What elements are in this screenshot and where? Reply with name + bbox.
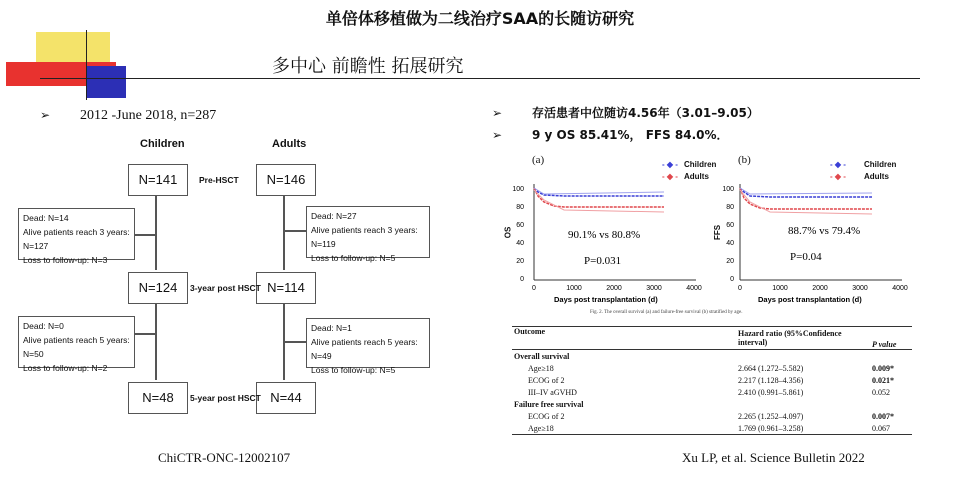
ytick: 40 — [726, 240, 734, 247]
outcome-line: Dead: N=14 — [23, 213, 69, 223]
right-bullet-1-text: 存活患者中位随访4.56年（3.01–9.05） — [532, 106, 759, 120]
plot-b-xlabel: Days post transplantation (d) — [758, 295, 862, 304]
plot-a — [503, 152, 717, 312]
plot-b-text2: P=0.04 — [790, 251, 822, 263]
left-footnote: ChiCTR-ONC-12002107 — [158, 450, 291, 465]
adults-5y-box: N=44 — [256, 382, 316, 414]
row-label: ECOG of 2 — [528, 375, 565, 385]
xtick: 4000 — [686, 285, 702, 292]
ytick: 0 — [520, 276, 524, 283]
adults-5y-outcome-box — [306, 318, 430, 375]
row-p-value: 0.007* — [872, 411, 894, 421]
bullet-arrow-icon: ➢ — [492, 106, 503, 120]
adults-pre-box: N=146 — [256, 164, 316, 196]
outcome-line: Alive patients reach 3 years: N=119 — [311, 225, 418, 249]
ytick: 80 — [516, 204, 524, 211]
row-label: Age≥18 — [528, 363, 554, 373]
hazard-ratio-table — [512, 326, 912, 435]
adults-header: Adults — [272, 138, 307, 150]
adults-branch — [283, 341, 306, 343]
row-p-value — [870, 350, 912, 363]
table-row — [512, 350, 912, 363]
plot-a-xlabel: Days post transplantation (d) — [554, 295, 658, 304]
decor-rule — [40, 78, 920, 79]
adults-3y-box: N=114 — [256, 272, 316, 304]
children-ci-curve — [740, 188, 872, 194]
row-hazard-ratio: 1.769 (0.961–3.258) — [738, 423, 804, 433]
ytick: 20 — [726, 258, 734, 265]
legend-children-marker: - ◆ - — [830, 160, 846, 169]
row-p-value: 0.021* — [872, 375, 894, 385]
outcome-line: Dead: N=0 — [23, 321, 64, 331]
x-ticks — [532, 285, 702, 292]
legend-children-label: Children — [684, 160, 717, 169]
table-header-hr: Hazard ratio (95%Confidence interval) — [738, 329, 842, 347]
children-connector — [155, 304, 157, 380]
ytick: 100 — [512, 186, 524, 193]
right-bullet-1 — [492, 104, 759, 121]
outcome-line: Alive patients reach 3 years: N=127 — [23, 227, 130, 251]
adults-curve — [534, 188, 664, 207]
plot-a-text1: 90.1% vs 80.8% — [568, 229, 641, 241]
slide-subtitle: 多中心 前瞻性 拓展研究 — [272, 56, 464, 77]
row-label: III–IV aGVHD — [528, 387, 577, 397]
right-bullet-2 — [492, 126, 729, 143]
xtick: 0 — [532, 285, 536, 292]
children-5y-box: N=48 — [128, 382, 188, 414]
row-label: Age≥18 — [528, 423, 554, 433]
ytick: 40 — [516, 240, 524, 247]
legend-adults-label: Adults — [684, 172, 709, 181]
xtick: 2000 — [606, 285, 622, 292]
xtick: 2000 — [812, 285, 828, 292]
table-row — [512, 386, 912, 398]
outcome-line: Loss to follow-up: N=5 — [311, 365, 396, 375]
plot-b-label: (b) — [738, 154, 751, 166]
row-p-value: 0.067 — [872, 423, 890, 433]
plot-a-label: (a) — [532, 154, 545, 166]
left-bullet — [40, 108, 216, 124]
children-pre-box: N=141 — [128, 164, 188, 196]
table-header-p: P value — [872, 340, 897, 349]
ytick: 60 — [726, 222, 734, 229]
row-hazard-ratio: 2.265 (1.252–4.097) — [738, 411, 804, 421]
row-hazard-ratio: 2.217 (1.128–4.356) — [738, 375, 804, 385]
xtick: 0 — [738, 285, 742, 292]
row-hazard-ratio: 2.664 (1.272–5.582) — [738, 363, 804, 373]
xtick: 3000 — [852, 285, 868, 292]
table-row — [512, 398, 912, 410]
outcome-line: Loss to follow-up: N=5 — [311, 253, 396, 263]
ytick: 0 — [730, 276, 734, 283]
outcome-line: Dead: N=27 — [311, 211, 357, 221]
y-ticks — [722, 186, 734, 283]
row-hazard-ratio — [736, 398, 870, 410]
outcome-line: Alive patients reach 5 years: N=50 — [23, 335, 130, 359]
plot-b-text1: 88.7% vs 79.4% — [788, 225, 861, 237]
row-p-value: 0.052 — [872, 387, 890, 397]
plot-b-ylabel: FFS — [713, 224, 723, 241]
stage-5y-label: 5-year post HSCT — [190, 393, 261, 403]
decor-vertical-rule — [86, 30, 87, 100]
ytick: 20 — [516, 258, 524, 265]
row-hazard-ratio: 2.410 (0.991–5.861) — [738, 387, 804, 397]
xtick: 1000 — [772, 285, 788, 292]
y-ticks — [512, 186, 524, 283]
children-5y-outcome-box — [18, 316, 135, 373]
plot-b — [714, 152, 914, 312]
row-hazard-ratio — [736, 350, 870, 363]
slide-title: 单倍体移植做为二线治疗SAA的长随访研究 — [325, 9, 635, 28]
row-p-value — [870, 398, 912, 410]
decor-blue-block — [86, 66, 126, 98]
outcome-line: Dead: N=1 — [311, 323, 352, 333]
children-3y-outcome-box — [18, 208, 135, 265]
table-row — [512, 422, 912, 434]
plot-a-ylabel: OS — [503, 226, 513, 239]
row-label: Failure free survival — [514, 399, 584, 409]
adults-connector — [283, 196, 285, 270]
figure-caption: Fig. 2. The overall survival (a) and failure-free survival (b) stratified by age. — [590, 310, 743, 315]
xtick: 4000 — [892, 285, 908, 292]
row-label: ECOG of 2 — [528, 411, 565, 421]
ytick: 100 — [722, 186, 734, 193]
plot-b-svg — [714, 152, 914, 312]
left-bullet-text: 2012 -June 2018, n=287 — [80, 108, 217, 123]
right-footnote: Xu LP, et al. Science Bulletin 2022 — [682, 450, 865, 465]
children-3y-box: N=124 — [128, 272, 188, 304]
table-row — [512, 362, 912, 374]
ytick: 60 — [516, 222, 524, 229]
table-row — [512, 410, 912, 422]
bullet-arrow-icon: ➢ — [40, 108, 51, 122]
legend-adults-label: Adults — [864, 172, 889, 181]
table-header-outcome: Outcome — [514, 327, 546, 336]
children-header: Children — [140, 138, 185, 150]
legend-adults-marker: - ◆ - — [830, 172, 846, 181]
table-row — [512, 374, 912, 386]
outcome-line: Loss to follow-up: N=3 — [23, 255, 108, 265]
x-ticks — [738, 285, 908, 292]
children-connector — [155, 196, 157, 270]
row-p-value: 0.009* — [872, 363, 894, 373]
right-bullet-2-text: 9 y OS 85.41%， FFS 84.0%． — [532, 128, 729, 142]
stage-3y-label: 3-year post HSCT — [190, 283, 261, 293]
children-ci-curve — [534, 188, 664, 194]
adults-curve — [740, 188, 872, 209]
legend-adults-marker: - ◆ - — [662, 172, 678, 181]
legend-children-marker: - ◆ - — [662, 160, 678, 169]
xtick: 3000 — [646, 285, 662, 292]
legend-children-label: Children — [864, 160, 897, 169]
outcome-line: Loss to follow-up: N=2 — [23, 363, 108, 373]
outcome-line: Alive patients reach 5 years: N=49 — [311, 337, 418, 361]
adults-3y-outcome-box — [306, 206, 430, 263]
bullet-arrow-icon: ➢ — [492, 128, 503, 142]
adults-branch — [283, 230, 306, 232]
children-branch — [135, 333, 155, 335]
plot-a-text2: P=0.031 — [584, 255, 622, 267]
stage-pre-label: Pre-HSCT — [199, 175, 239, 185]
children-curve — [740, 188, 872, 197]
children-branch — [135, 234, 155, 236]
ytick: 80 — [726, 204, 734, 211]
xtick: 1000 — [566, 285, 582, 292]
row-label: Overall survival — [514, 351, 570, 361]
plot-a-svg — [504, 152, 704, 312]
